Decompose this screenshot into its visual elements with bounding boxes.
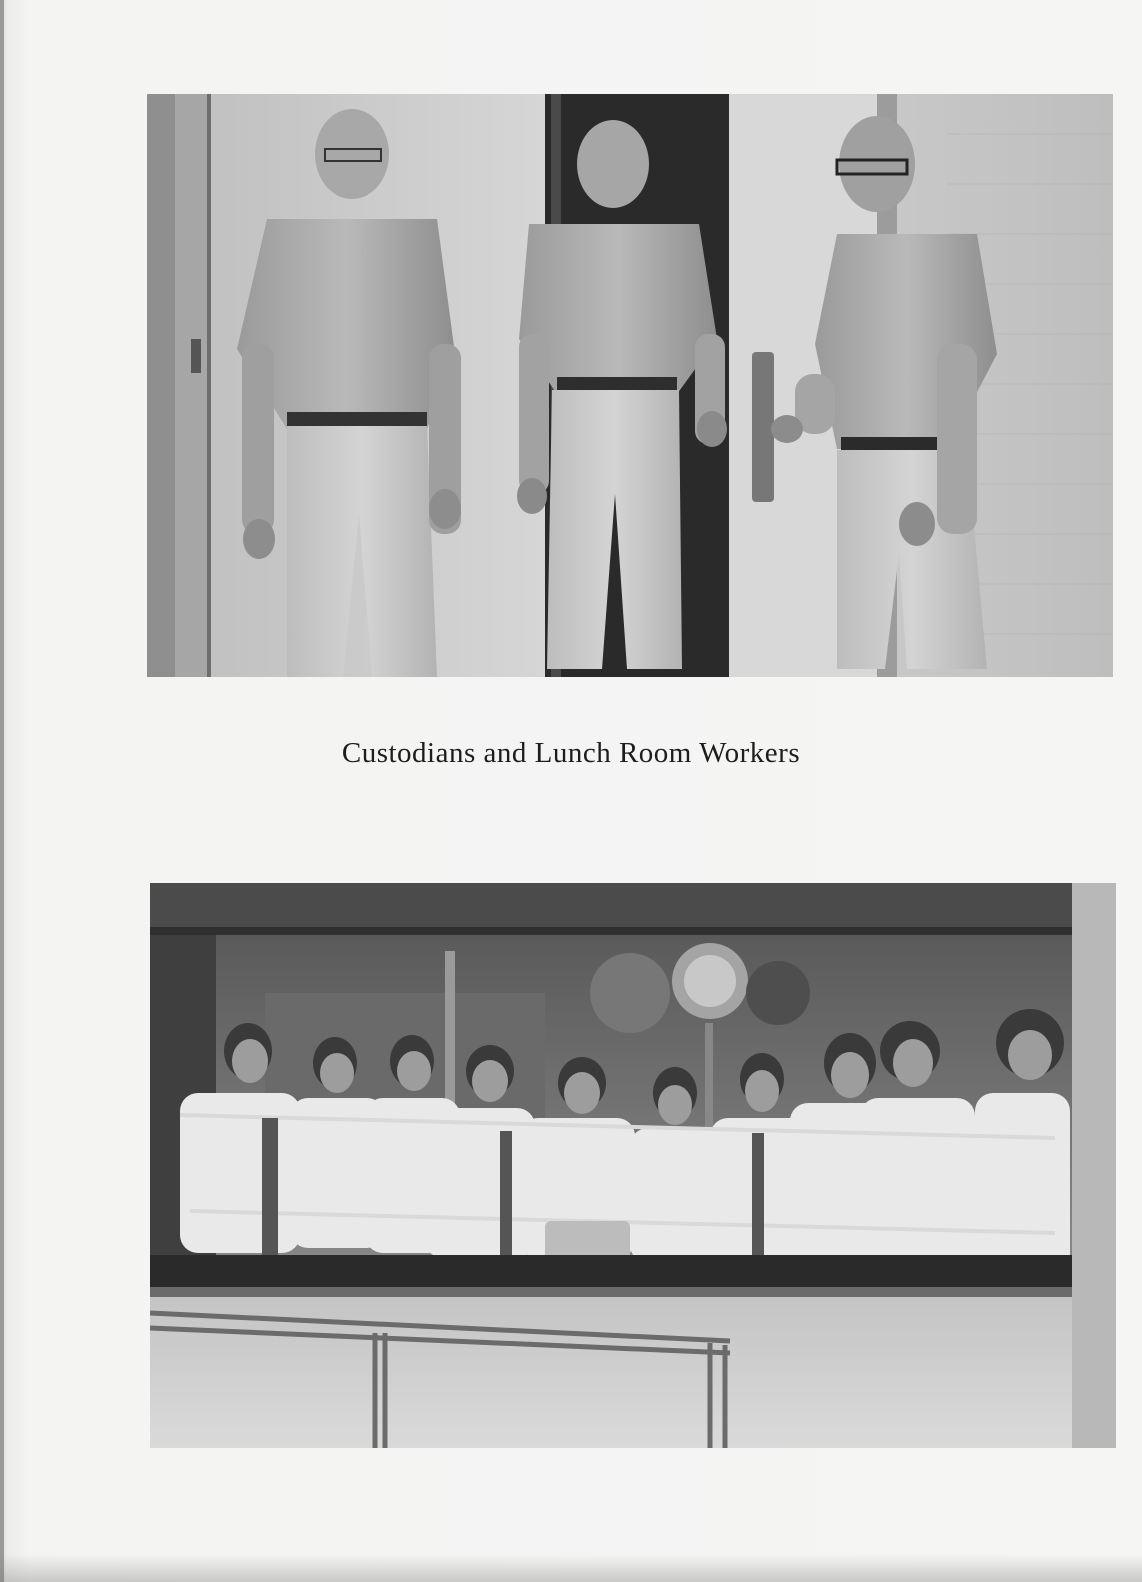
page-bottom-shadow: [0, 1554, 1142, 1582]
lunch-room-workers-photo: [150, 883, 1116, 1448]
custodians-photo: [147, 94, 1113, 677]
lunch-room-workers-photo-image: [150, 883, 1116, 1448]
custodians-photo-image: [147, 94, 1113, 677]
page-caption: Custodians and Lunch Room Workers: [341, 737, 801, 769]
page-binding-edge: [0, 0, 4, 1582]
